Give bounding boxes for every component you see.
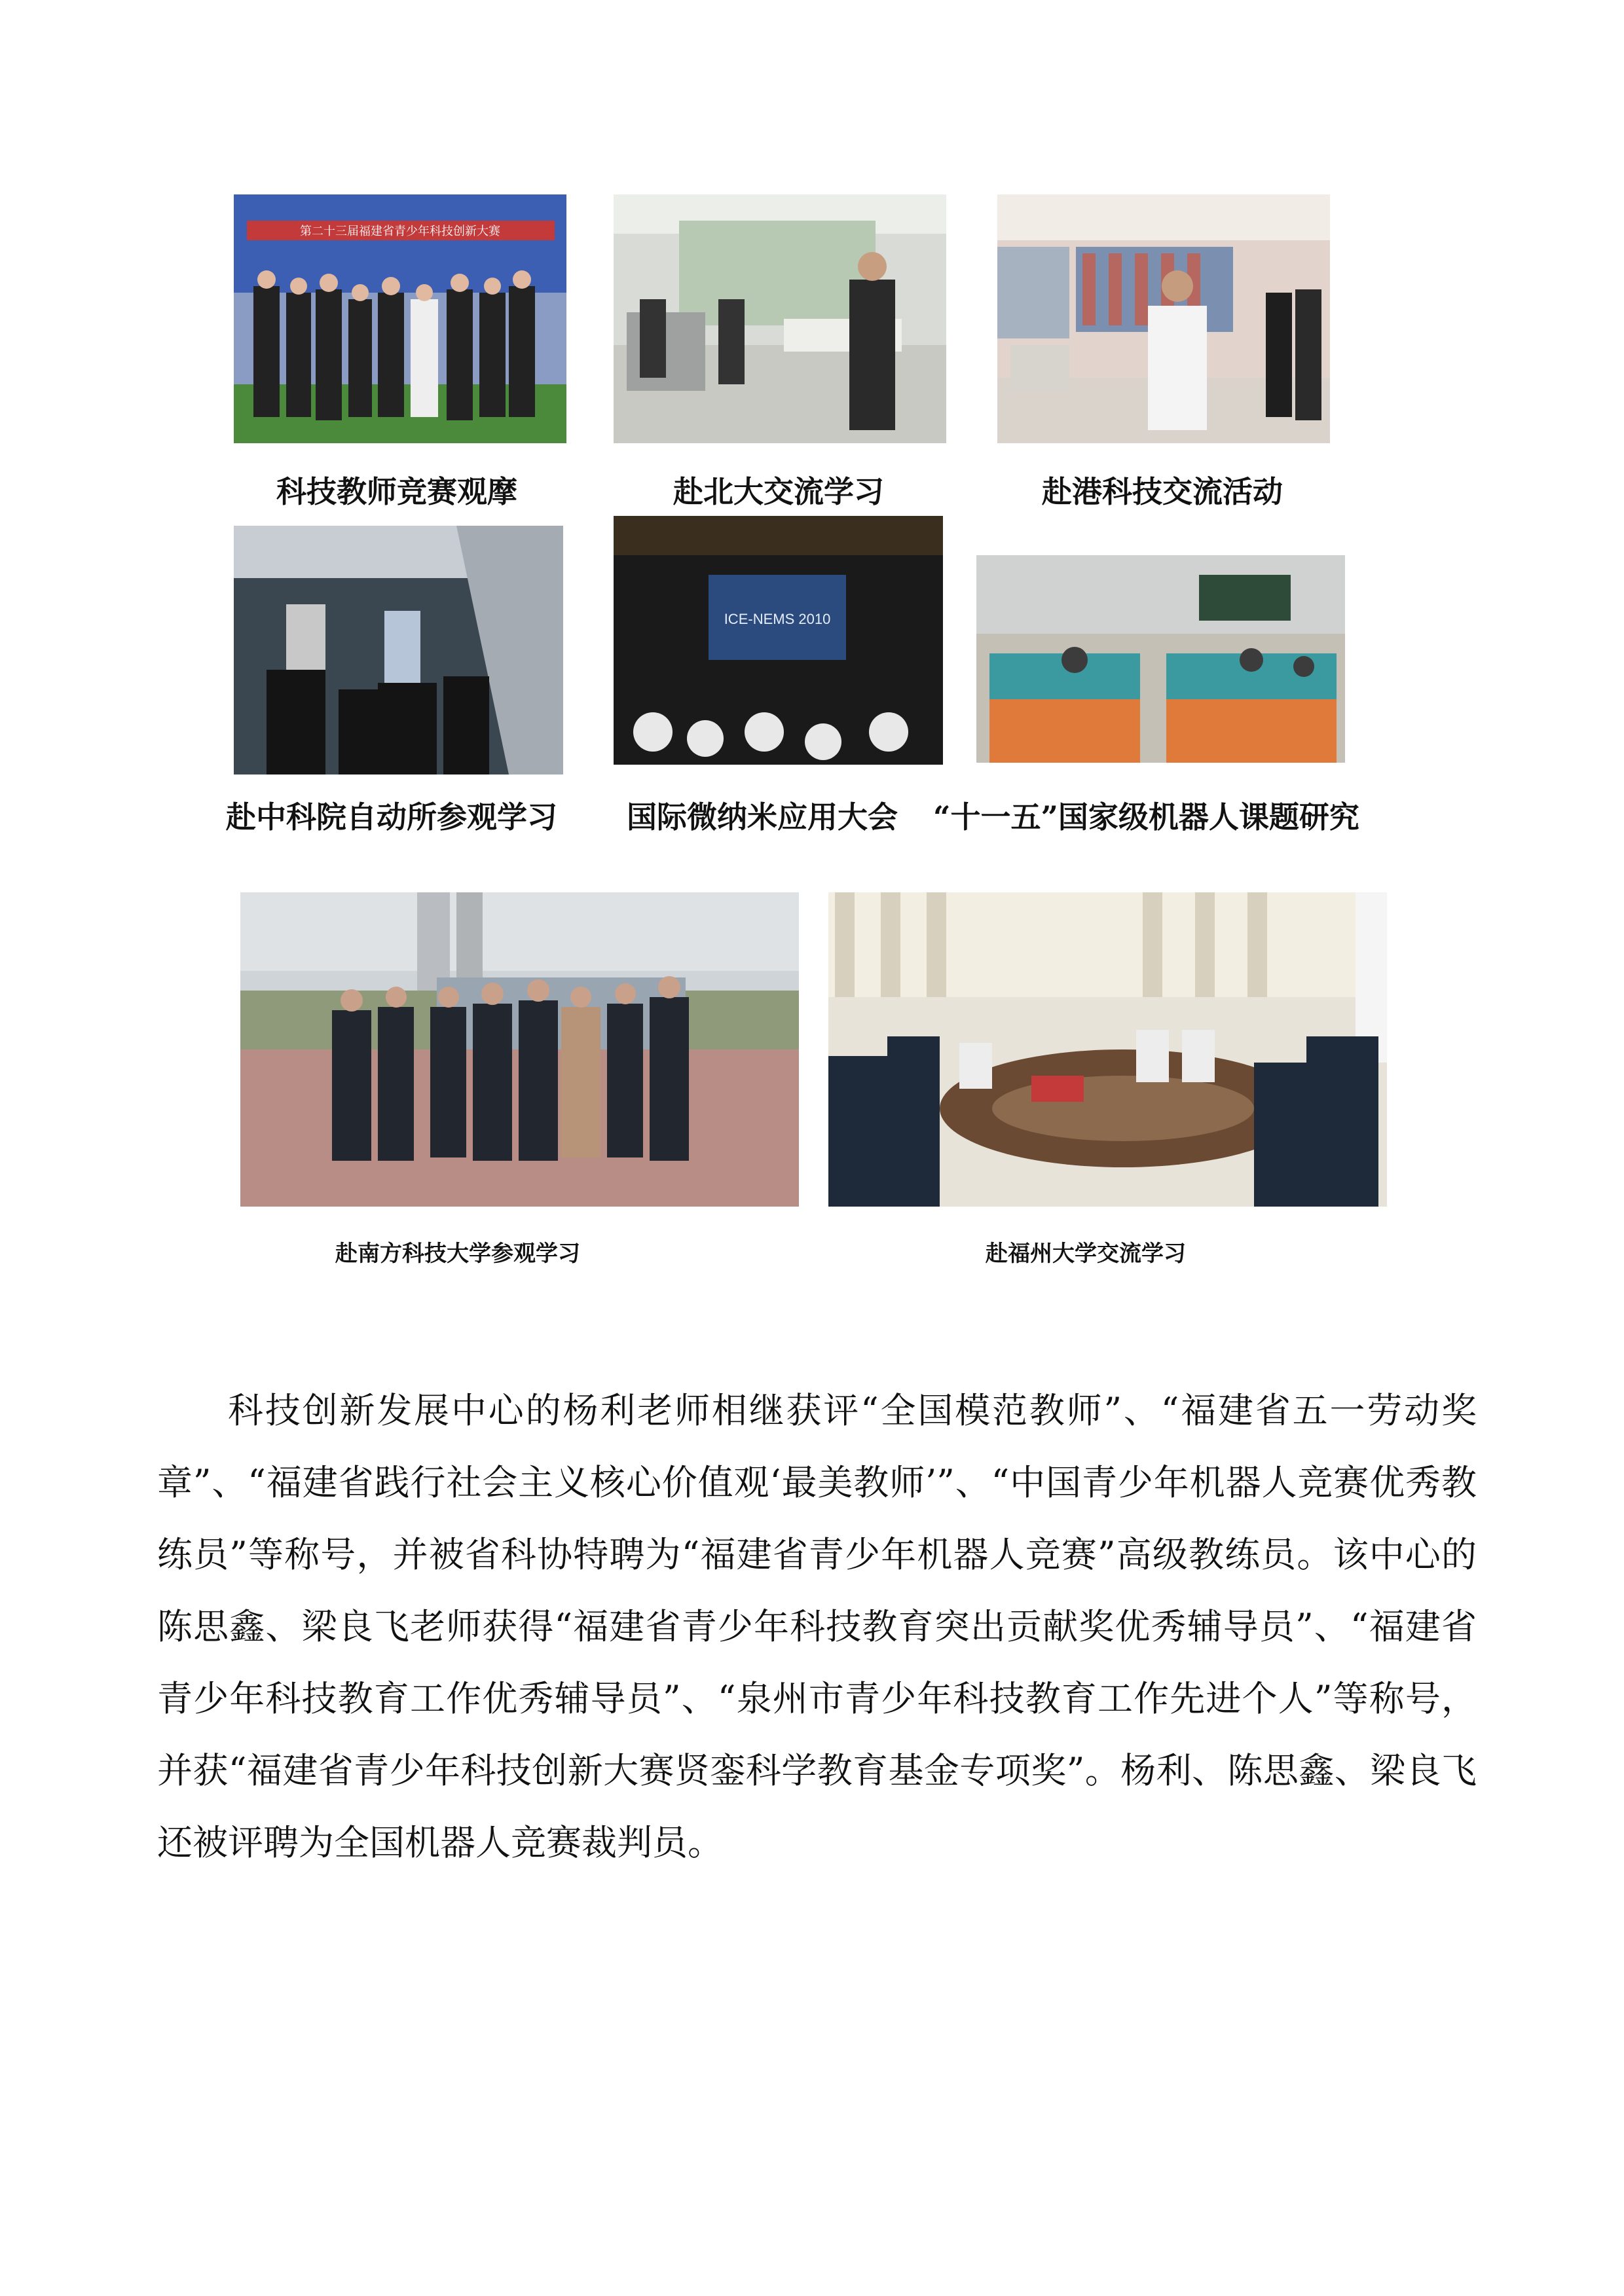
photo-teacher-competition [234,194,566,443]
photo-caption: 科技教师竞赛观摩 [276,474,517,509]
photo-peking-university [614,194,946,443]
screen-text: ICE-NEMS 2010 [724,611,831,627]
photo-micro-nano-conference [614,516,943,765]
photo-caption: 赴港科技交流活动 [1042,474,1283,509]
banner-text: 第二十三届福建省青少年科技创新大赛 [300,225,500,238]
photo-hong-kong [997,194,1330,443]
photo-caption: 赴中科院自动所参观学习 [226,799,557,835]
photo-cas-institute [234,526,563,774]
body-paragraph: 科技创新发展中心的杨利老师相继获评“全国模范教师”、“福建省五一劳动奖章”、“福建省践行社会主义核心价值观‘最美教师’”、“中国青少年机器人竞赛优秀教练员”等称号，并被省科协特聘为“福建省青少年机器人竞赛”高级教练员。该中心的陈思鑫、梁良飞老师获得“福建省青少年科技教育突出贡献奖优秀辅导员”、“福建省青少年科技教育工作优秀辅导员”、“泉州市青少年科技教育工作先进个人”等称号，并获“福建省青少年科技创新大赛贤銮科学教育基金专项奖”。杨利、陈思鑫、梁良飞还被评聘为全国机器人竞赛裁判员。 [157,1390,1477,1863]
photo-caption: “十一五”国家级机器人课题研究 [933,799,1359,835]
photo-sustech-visit [240,892,799,1207]
photo-robot-research [976,555,1345,763]
photo-caption: 国际微纳米应用大会 [627,799,898,835]
photo-fuzhou-university [828,892,1387,1207]
photo-caption: 赴北大交流学习 [673,474,884,509]
photo-caption: 赴南方科技大学参观学习 [335,1241,580,1267]
photo-caption: 赴福州大学交流学习 [986,1241,1186,1267]
